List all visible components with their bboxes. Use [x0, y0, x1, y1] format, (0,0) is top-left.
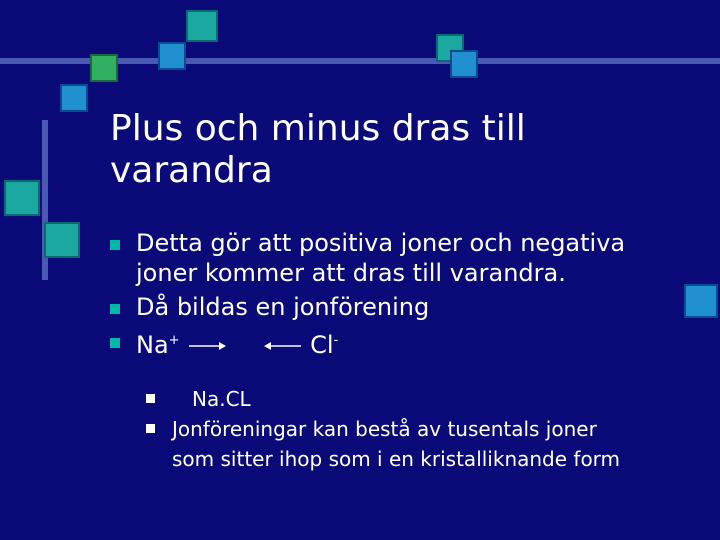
- bullet-list: [110, 228, 680, 364]
- chloride-ion: Cl-: [310, 331, 339, 359]
- bullet-marker: [110, 304, 120, 314]
- decor-square: [44, 222, 80, 258]
- sub-bullet-marker: [146, 394, 155, 403]
- sub-bullet-marker: [146, 424, 155, 433]
- sub-bullet-list: [146, 384, 686, 474]
- bullet-marker: [110, 240, 120, 250]
- decor-square: [4, 180, 40, 216]
- bullet-item: Då bildas en jonförening: [110, 292, 680, 322]
- sub-bullet-item: Na.CL: [146, 384, 686, 414]
- decor-square: [60, 84, 88, 112]
- bullet-marker: [110, 338, 120, 348]
- sub-bullet-item: Jonföreningar kan bestå av tusentals joner som sitter ihop som i en kristalliknande form: [146, 414, 686, 474]
- decor-square: [450, 50, 478, 78]
- bullet-item: [110, 326, 680, 360]
- slide-title: Plus och minus dras till varandra: [110, 108, 526, 191]
- decor-square: [186, 10, 218, 42]
- decor-square: [158, 42, 186, 70]
- sodium-ion: Na+: [136, 331, 180, 359]
- arrow-right-icon: [187, 340, 227, 352]
- arrow-left-icon: [263, 340, 303, 352]
- decor-square: [684, 284, 718, 318]
- decor-square: [90, 54, 118, 82]
- bullet-item: Detta gör att positiva joner och negativa joner kommer att dras till varandra.: [110, 228, 680, 288]
